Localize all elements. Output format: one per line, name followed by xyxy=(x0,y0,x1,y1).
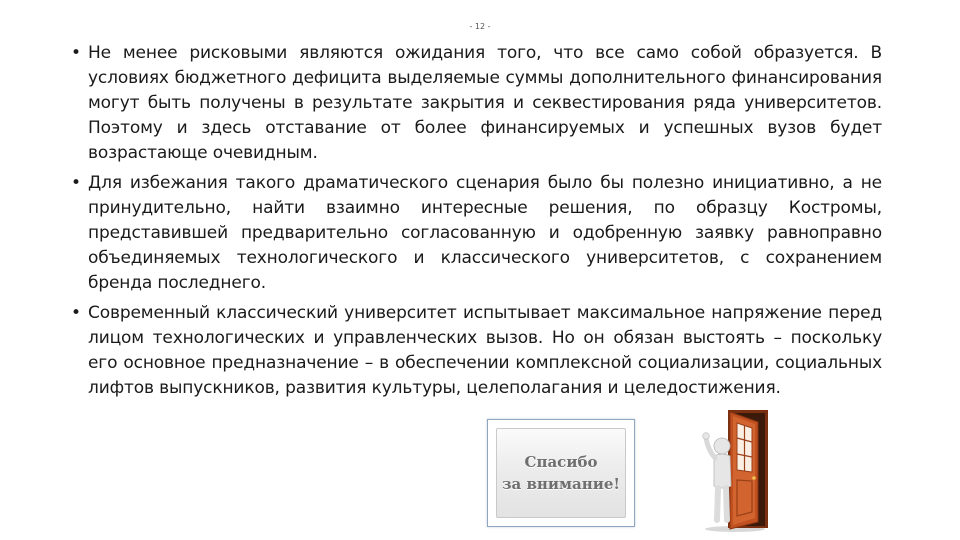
thank-you-panel xyxy=(496,428,626,518)
bullet-text: Не менее рисковыми являются ожидания того, что все само собой образуется. В условиях бюджетного дефицита выделяемые суммы дополнительного финансирования могут быть получены в результате закрытия и секвестирования ряда университетов. Поэтому и здесь отставание от более финансируемых и успешных вузов будет возрастающе очевидным. xyxy=(88,43,882,163)
thank-you-line-1: Спасибо xyxy=(524,453,598,471)
bullet-item xyxy=(68,41,882,166)
thank-you-box xyxy=(487,419,635,527)
bullet-list xyxy=(68,41,882,406)
door-person-waving-icon xyxy=(700,408,770,538)
page-number: - 12 - xyxy=(469,22,491,31)
bullet-text: Современный классический университет испытывает максимальное напряжение перед лицом технологических и управленческих вызов. Но он обязан выстоять – поскольку его основное предназначение – в обеспечении комплексной социализации, социальных лифтов выпускников, развития культуры, целеполагания и целедостижения. xyxy=(88,303,882,398)
bullet-marker: • xyxy=(71,173,81,193)
thank-you-line-2: за внимание! xyxy=(501,475,621,493)
bullet-marker: • xyxy=(71,43,81,63)
bullet-text: Для избежания такого драматического сценария было бы полезно инициативно, а не принудительно, найти взаимно интересные решения, по образцу Костромы, представившей предварительно согласованную и одобренную заявку равноправно объединяемых технологического и классического университетов, с сохранением бренда последнего. xyxy=(88,173,882,293)
bullet-item xyxy=(68,301,882,401)
bullet-marker: • xyxy=(71,303,81,323)
bullet-item xyxy=(68,171,882,296)
